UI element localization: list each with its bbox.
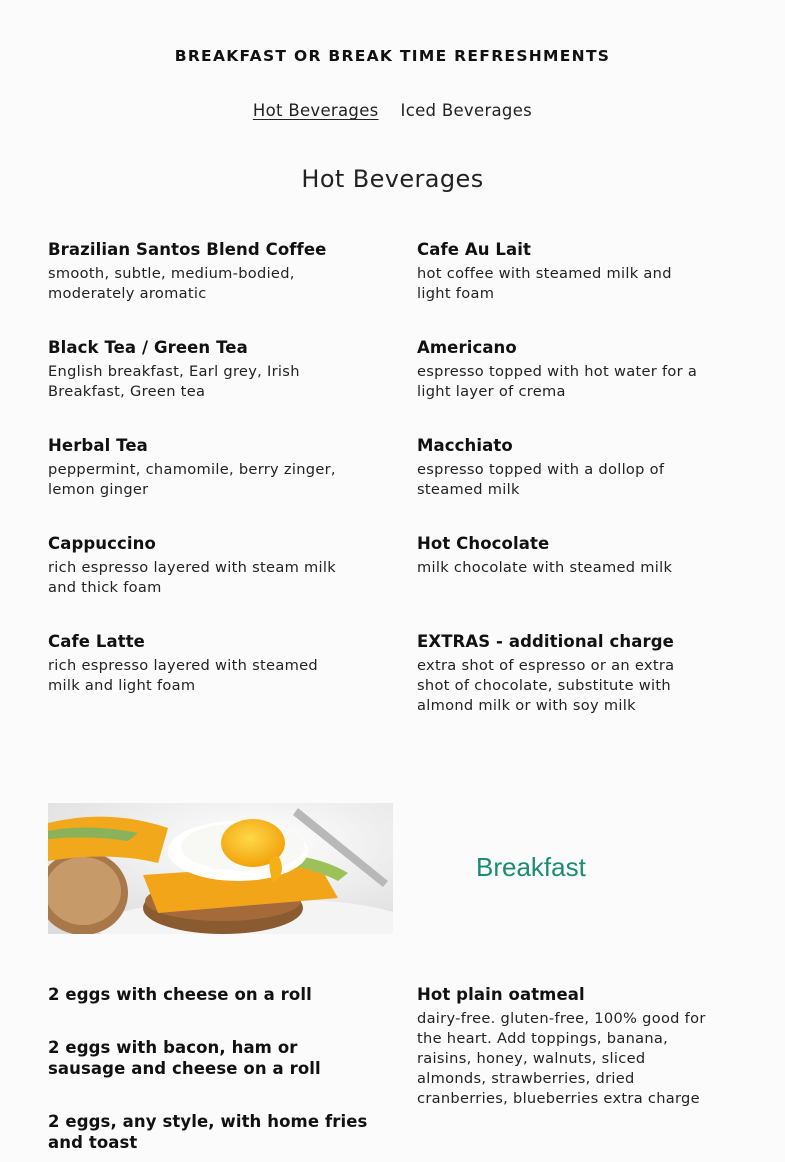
item-name: 2 eggs, any style, with home fries and toast — [48, 1112, 368, 1152]
menu-item — [417, 239, 707, 304]
item-name: 2 eggs with bacon, ham or sausage and cheese on a roll — [48, 1038, 321, 1078]
item-name: Black Tea / Green Tea — [48, 338, 248, 357]
item-description: rich espresso layered with steam milk and thick foam — [48, 559, 336, 596]
menu-item — [48, 435, 338, 500]
item-name: Hot Chocolate — [417, 534, 550, 553]
item-name: Cafe Latte — [48, 632, 145, 651]
menu-item — [417, 631, 707, 716]
item-description: hot coffee with steamed milk and light foam — [417, 265, 672, 302]
tab-iced-beverages[interactable]: Iced Beverages — [400, 101, 533, 120]
item-description: rich espresso layered with steamed milk and light foam — [48, 657, 318, 694]
menu-item — [48, 533, 338, 598]
menu-item — [48, 984, 378, 1005]
page-heading: BREAKFAST OR BREAK TIME REFRESHMENTS — [174, 47, 611, 65]
item-name: 2 eggs with cheese on a roll — [48, 985, 312, 1004]
menu-item — [48, 1037, 378, 1079]
menu-item — [417, 533, 707, 578]
menu-item — [48, 1111, 378, 1153]
beverage-tabs — [0, 101, 785, 120]
section-title-hot-beverages: Hot Beverages — [301, 165, 484, 193]
menu-item — [48, 631, 338, 696]
breakfast-photo — [48, 803, 393, 934]
item-name: Cappuccino — [48, 534, 156, 553]
tab-hot-beverages[interactable]: Hot Beverages — [252, 101, 379, 120]
section-title-breakfast: Breakfast — [476, 852, 586, 882]
item-description: peppermint, chamomile, berry zinger, lemon ginger — [48, 461, 336, 498]
item-description: smooth, subtle, medium-bodied, moderately aromatic — [48, 265, 295, 302]
item-description: milk chocolate with steamed milk — [417, 559, 673, 576]
item-description: English breakfast, Earl grey, Irish Breakfast, Green tea — [48, 363, 300, 400]
item-description: extra shot of espresso or an extra shot of chocolate, substitute with almond milk or with soy milk — [417, 657, 675, 714]
menu-item — [48, 239, 338, 304]
item-name: Macchiato — [417, 436, 513, 455]
item-name: Brazilian Santos Blend Coffee — [48, 240, 327, 259]
item-description: espresso topped with hot water for a light layer of crema — [417, 363, 698, 400]
item-name: Cafe Au Lait — [417, 240, 532, 259]
menu-item — [417, 984, 707, 1109]
item-name: Herbal Tea — [48, 436, 148, 455]
item-description: dairy-free. gluten-free, 100% good for the heart. Add toppings, banana, raisins, honey, walnuts, sliced almonds, strawberries, dried cranberries, blueberries extra charge — [417, 1010, 706, 1107]
item-name: Americano — [417, 338, 517, 357]
menu-item — [417, 337, 707, 402]
menu-item — [417, 435, 707, 500]
item-name: EXTRAS - additional charge — [417, 632, 674, 651]
item-name: Hot plain oatmeal — [417, 985, 585, 1004]
item-description: espresso topped with a dollop of steamed milk — [417, 461, 665, 498]
menu-item — [48, 337, 338, 402]
